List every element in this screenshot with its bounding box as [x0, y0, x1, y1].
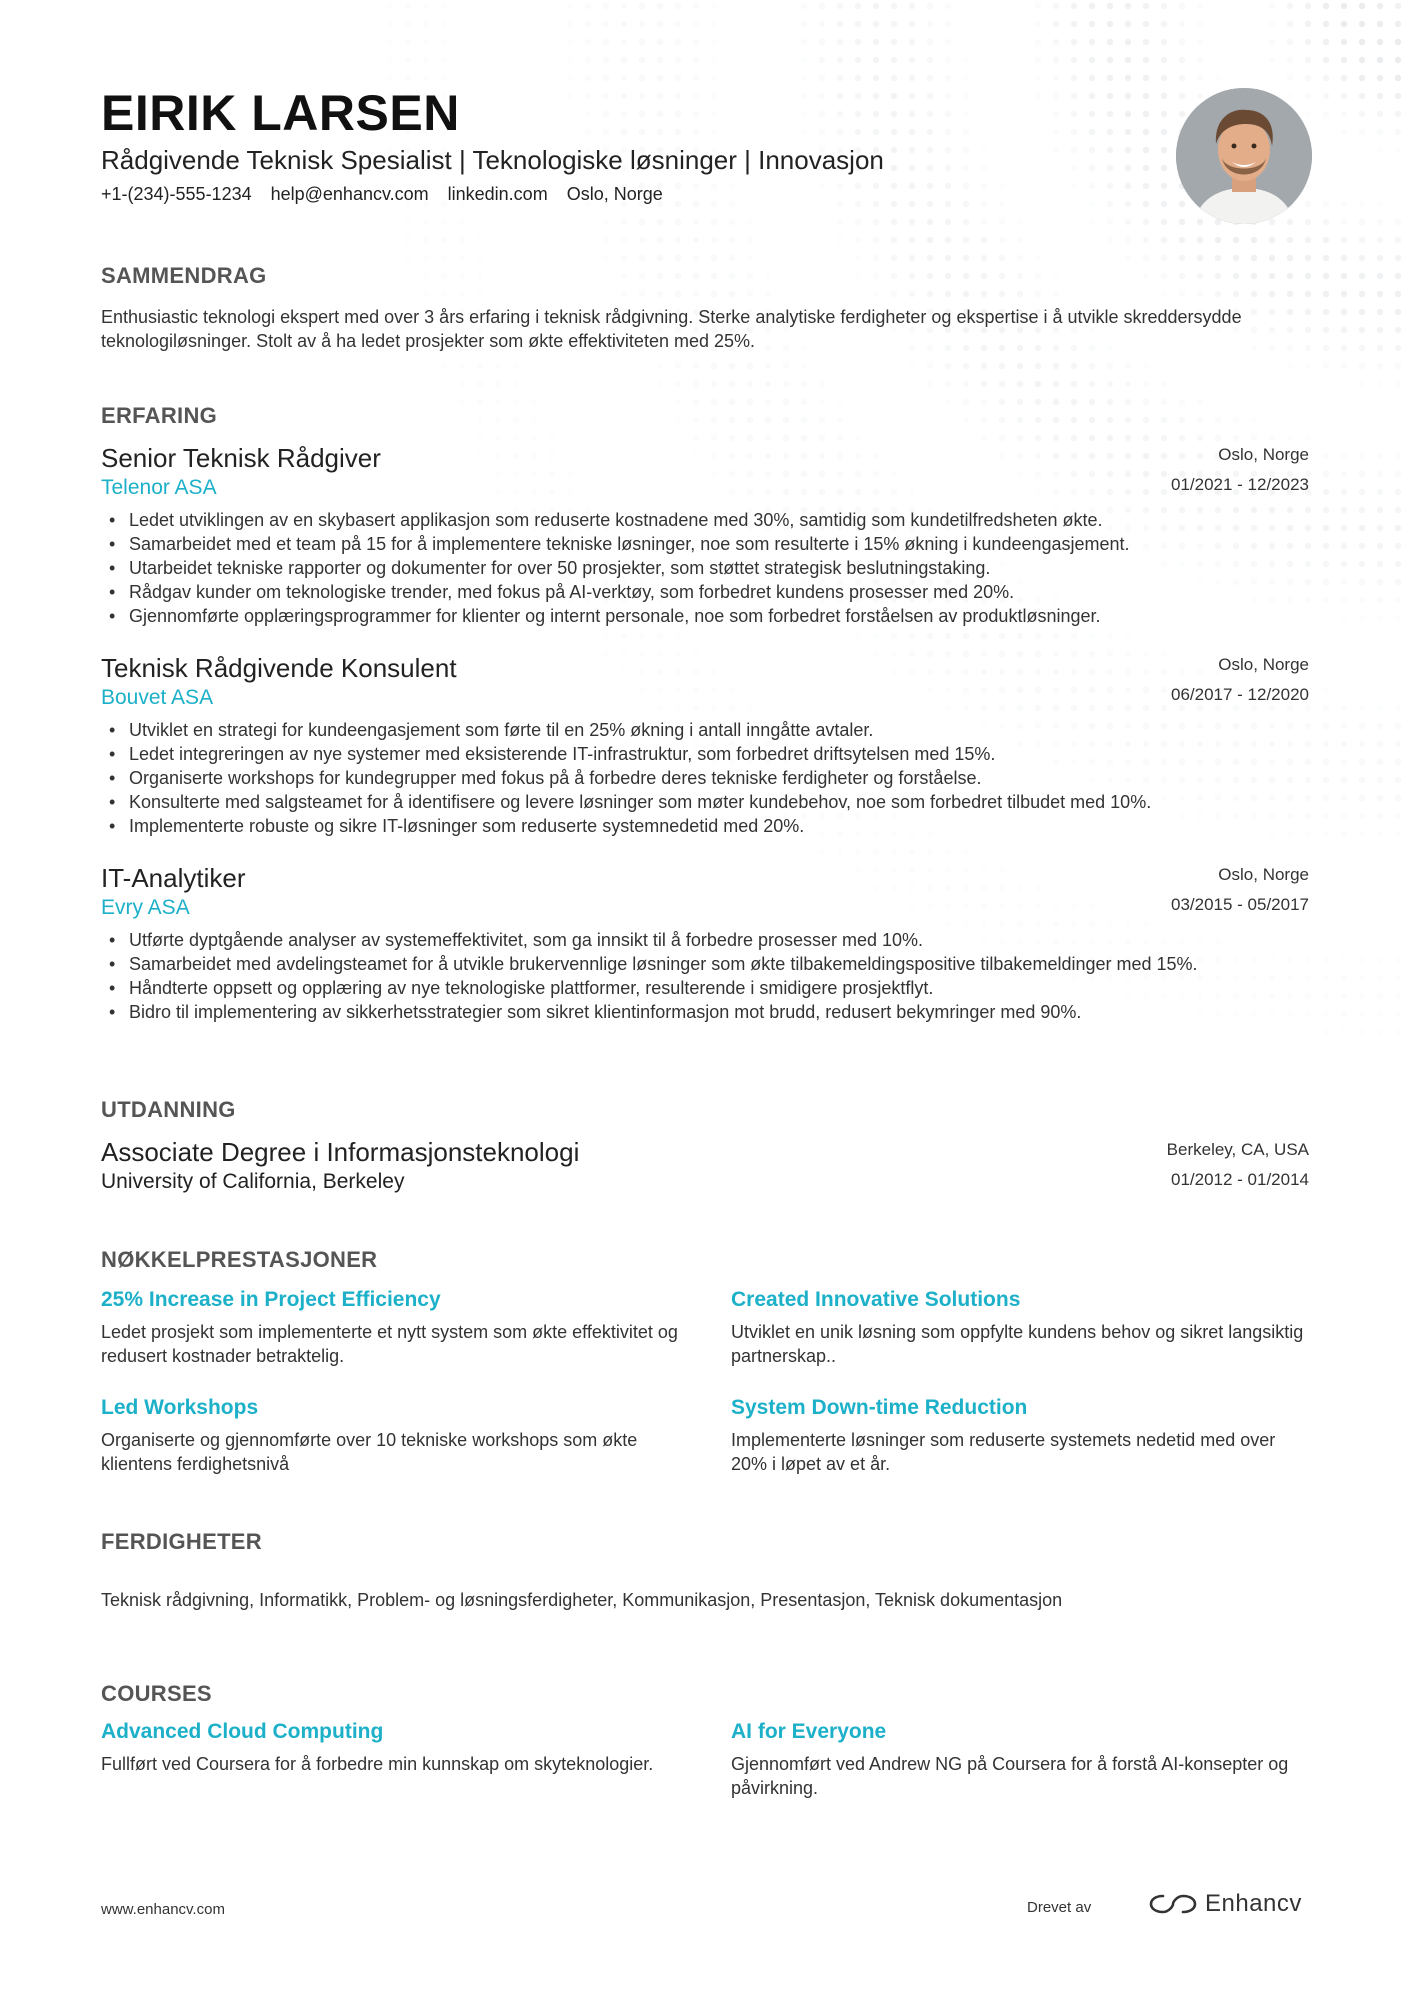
background-dot: [1341, 471, 1347, 477]
background-dot: [1323, 309, 1329, 315]
background-dot: [1377, 831, 1383, 837]
background-dot: [1323, 489, 1329, 495]
background-dot: [1359, 795, 1365, 801]
background-dot: [1395, 723, 1401, 729]
background-dot: [1341, 75, 1347, 81]
background-dot: [1323, 219, 1329, 225]
background-dot: [1359, 1011, 1365, 1017]
background-dot: [1323, 813, 1329, 819]
achievement-title: 25% Increase in Project Efficiency: [101, 1288, 441, 1311]
job-location: Oslo, Norge: [1218, 445, 1309, 464]
background-dot: [1377, 147, 1383, 153]
background-dot: [1359, 255, 1365, 261]
background-dot: [1341, 777, 1347, 783]
background-dot: [1359, 579, 1365, 585]
background-dot: [1395, 957, 1401, 963]
job-dates: 06/2017 - 12/2020: [1170, 685, 1309, 704]
achievement-desc: Organiserte og gjennomførte over 10 tekniske workshops som økte klientens ferdighetsnivå: [101, 1430, 638, 1474]
background-dot: [1359, 309, 1365, 315]
education-dates: 01/2012 - 01/2014: [1170, 1170, 1309, 1189]
section-title-skills: FERDIGHETER: [101, 1529, 262, 1554]
background-dot: [1377, 579, 1383, 585]
background-dot: [1395, 237, 1401, 243]
background-dot: [1341, 21, 1347, 27]
background-dot: [1377, 741, 1383, 747]
background-dot: [1323, 363, 1329, 369]
list-item: • Konsulterte med salgsteamet for å identifisere og levere løsninger som møter kundebehov, noe som forbedret tilbudet med 10%.: [101, 790, 1311, 814]
background-dot: [1359, 93, 1365, 99]
background-dot: [1341, 345, 1347, 351]
background-dot: [1377, 57, 1383, 63]
background-dot: [1395, 273, 1401, 279]
background-dot: [1323, 453, 1329, 459]
background-dot: [1359, 705, 1365, 711]
list-item: • Håndterte oppsett og opplæring av nye teknologiske plattformer, resulterende i smidigere prosjektflyt.: [101, 976, 1311, 1000]
section-title-education: UTDANNING: [101, 1097, 236, 1122]
background-dot: [1323, 723, 1329, 729]
phone-number: +1-(234)-555-1234: [101, 184, 252, 204]
background-dot: [1359, 615, 1365, 621]
background-dot: [1359, 489, 1365, 495]
background-dot: [1323, 273, 1329, 279]
background-dot: [1341, 111, 1347, 117]
course-desc: Gjennomført ved Andrew NG på Coursera for å forstå AI-konsepter og påvirkning.: [731, 1754, 1289, 1798]
background-dot: [1377, 3, 1383, 9]
background-dot: [1377, 219, 1383, 225]
background-dot: [1359, 327, 1365, 333]
list-item: • Samarbeidet med et team på 15 for å implementere tekniske løsninger, noe som resulterte i 15% økning i kundeengasjement.: [101, 532, 1311, 556]
background-dot: [1377, 1029, 1383, 1035]
background-dot: [1341, 597, 1347, 603]
achievement-title: Created Innovative Solutions: [731, 1288, 1021, 1311]
background-dot: [1377, 561, 1383, 567]
background-dot: [1341, 291, 1347, 297]
background-dot: [1323, 75, 1329, 81]
background-dot: [1377, 1011, 1383, 1017]
background-dot: [1359, 759, 1365, 765]
background-dot: [1377, 507, 1383, 513]
background-dot: [1359, 957, 1365, 963]
skills-text: Teknisk rådgivning, Informatikk, Problem- og løsningsferdigheter, Kommunikasjon, Presentasjon, Teknisk dokumentasjon: [101, 1590, 1063, 1610]
background-dot: [1341, 741, 1347, 747]
background-dot: [1359, 1029, 1365, 1035]
job-bullets: [101, 508, 1311, 628]
enhancv-brand: Enhancv: [1205, 1890, 1302, 1917]
background-dot: [1395, 39, 1401, 45]
job-location: Oslo, Norge: [1218, 655, 1309, 674]
background-dot: [1395, 507, 1401, 513]
background-dot: [1323, 21, 1329, 27]
enhancv-logo-icon: [1149, 1892, 1197, 1916]
job-company: Telenor ASA: [101, 476, 217, 499]
background-dot: [1341, 273, 1347, 279]
background-dot: [1395, 525, 1401, 531]
linkedin-link[interactable]: linkedin.com: [447, 184, 548, 204]
section-title-courses: COURSES: [101, 1681, 212, 1706]
background-dot: [1359, 831, 1365, 837]
background-dot: [1323, 543, 1329, 549]
background-dot: [1341, 507, 1347, 513]
background-dot: [1323, 345, 1329, 351]
background-dot: [1377, 777, 1383, 783]
background-dot: [1395, 111, 1401, 117]
background-dot: [1377, 489, 1383, 495]
job-title: Senior Teknisk Rådgiver: [101, 443, 381, 473]
background-dot: [1323, 957, 1329, 963]
background-dot: [1377, 381, 1383, 387]
background-dot: [1323, 291, 1329, 297]
background-dot: [1395, 543, 1401, 549]
background-dot: [1359, 57, 1365, 63]
background-dot: [1359, 381, 1365, 387]
background-dot: [1341, 813, 1347, 819]
section-title-summary: SAMMENDRAG: [101, 263, 267, 288]
list-item: • Samarbeidet med avdelingsteamet for å utvikle brukervennlige løsninger som økte tilbakemeldingspositive tilbakemeldinger med 15%.: [101, 952, 1311, 976]
background-dot: [1395, 489, 1401, 495]
background-dot: [1377, 75, 1383, 81]
background-dot: [1395, 381, 1401, 387]
background-dot: [1395, 777, 1401, 783]
list-item: • Ledet integreringen av nye systemer med eksisterende IT-infrastruktur, som forbedret driftsytelsen med 15%.: [101, 742, 1311, 766]
background-dot: [1395, 795, 1401, 801]
job-dates: 01/2021 - 12/2023: [1170, 475, 1309, 494]
course-title: Advanced Cloud Computing: [101, 1720, 384, 1743]
background-dot: [1377, 525, 1383, 531]
background-dot: [1341, 129, 1347, 135]
background-dot: [1395, 579, 1401, 585]
background-dot: [1323, 795, 1329, 801]
background-dot: [1359, 813, 1365, 819]
background-dot: [1323, 831, 1329, 837]
list-item: • Utviklet en strategi for kundeengasjement som førte til en 25% økning i antall inngåtte avtaler.: [101, 718, 1311, 742]
background-dot: [1341, 1011, 1347, 1017]
background-dot: [1359, 345, 1365, 351]
background-dot: [1341, 579, 1347, 585]
background-dot: [1323, 111, 1329, 117]
background-dot: [1395, 129, 1401, 135]
background-dot: [1359, 777, 1365, 783]
summary-text: Enthusiastic teknologi ekspert med over 3 års erfaring i teknisk rådgivning. Sterke analytiske ferdigheter og ekspertise i å utvikle skreddersydde teknologiløsninger. Stolt av å ha ledet prosjekter som økte effektiviteten med 25%.: [101, 307, 1242, 351]
background-dot: [1395, 993, 1401, 999]
background-dot: [1341, 957, 1347, 963]
background-dot: [1377, 327, 1383, 333]
background-dot: [1395, 345, 1401, 351]
job-location: Oslo, Norge: [1218, 865, 1309, 884]
background-dot: [1377, 21, 1383, 27]
background-dot: [1341, 219, 1347, 225]
background-dot: [1341, 57, 1347, 63]
background-dot: [1395, 21, 1401, 27]
candidate-name: EIRIK LARSEN: [101, 85, 460, 141]
education-location: Berkeley, CA, USA: [1166, 1140, 1309, 1159]
background-dot: [1359, 453, 1365, 459]
background-dot: [1395, 615, 1401, 621]
background-dot: [1323, 471, 1329, 477]
background-dot: [1323, 561, 1329, 567]
background-dot: [1359, 219, 1365, 225]
background-dot: [1359, 129, 1365, 135]
background-dot: [1359, 525, 1365, 531]
background-dot: [1395, 561, 1401, 567]
email-link[interactable]: help@enhancv.com: [270, 184, 429, 204]
background-dot: [1359, 237, 1365, 243]
course-title: AI for Everyone: [731, 1720, 887, 1743]
background-dot: [1395, 975, 1401, 981]
job-bullets: [101, 928, 1311, 1024]
background-dot: [1359, 975, 1365, 981]
achievement-title: Led Workshops: [101, 1396, 259, 1419]
background-dot: [1359, 543, 1365, 549]
background-dot: [1377, 39, 1383, 45]
background-dot: [1323, 255, 1329, 261]
background-dot: [1395, 3, 1401, 9]
job-dates: 03/2015 - 05/2017: [1170, 895, 1309, 914]
background-dot: [1323, 39, 1329, 45]
background-dot: [1323, 705, 1329, 711]
background-dot: [1341, 705, 1347, 711]
background-dot: [1377, 993, 1383, 999]
achievement-title: System Down-time Reduction: [731, 1396, 1028, 1419]
background-dot: [1377, 129, 1383, 135]
background-dot: [1323, 237, 1329, 243]
background-dot: [1377, 759, 1383, 765]
background-dot: [1395, 219, 1401, 225]
background-dot: [1377, 255, 1383, 261]
background-dot: [1395, 741, 1401, 747]
background-dot: [1377, 111, 1383, 117]
background-dot: [1323, 597, 1329, 603]
background-dot: [1341, 543, 1347, 549]
job-title: IT-Analytiker: [101, 863, 246, 893]
background-dot: [1323, 327, 1329, 333]
background-dot: [1377, 309, 1383, 315]
background-dot: [1359, 993, 1365, 999]
enhancv-logo[interactable]: [1149, 1890, 1302, 1918]
job-bullets: [101, 718, 1311, 838]
background-dot: [1395, 1029, 1401, 1035]
list-item: • Bidro til implementering av sikkerhetsstrategier som sikret klientinformasjon mot brudd, redusert bekymringer med 90%.: [101, 1000, 1311, 1024]
job-company: Bouvet ASA: [101, 686, 214, 709]
list-item: • Ledet utviklingen av en skybasert applikasjon som reduserte kostnadene med 30%, samtidig som kundetilfredsheten økte.: [101, 508, 1311, 532]
background-dot: [1377, 615, 1383, 621]
background-dot: [1341, 1029, 1347, 1035]
background-dot: [1341, 309, 1347, 315]
background-dot: [1341, 363, 1347, 369]
list-item: • Rådgav kunder om teknologiske trender, med fokus på AI-verktøy, som forbedret kundens prosesser med 20%.: [101, 580, 1311, 604]
background-dot: [1395, 363, 1401, 369]
achievement-desc: Utviklet en unik løsning som oppfylte kundens behov og sikret langsiktig partnerskap..: [731, 1322, 1304, 1366]
background-dot: [1377, 363, 1383, 369]
candidate-headline: Rådgivende Teknisk Spesialist | Teknologiske løsninger | Innovasjon: [101, 145, 884, 175]
list-item: • Organiserte workshops for kundegrupper med fokus på å forbedre deres tekniske ferdigheter og forståelse.: [101, 766, 1311, 790]
background-dot: [1341, 93, 1347, 99]
background-dot: [1359, 201, 1365, 207]
background-dot: [1323, 525, 1329, 531]
background-dot: [1341, 3, 1347, 9]
list-item: • Gjennomførte opplæringsprogrammer for klienter og internt personale, noe som forbedret forståelsen av produktløsninger.: [101, 604, 1311, 628]
background-dot: [1395, 831, 1401, 837]
background-dot: [1359, 111, 1365, 117]
background-dot: [1323, 759, 1329, 765]
background-dot: [1341, 525, 1347, 531]
background-dot: [1395, 813, 1401, 819]
background-dot: [1323, 3, 1329, 9]
contact-row: [101, 184, 682, 205]
background-dot: [1323, 1029, 1329, 1035]
background-dot: [1341, 327, 1347, 333]
background-dot: [1341, 39, 1347, 45]
background-dot: [1395, 57, 1401, 63]
background-dot: [1377, 975, 1383, 981]
background-dot: [1323, 993, 1329, 999]
background-dot: [1359, 21, 1365, 27]
background-dot: [1341, 993, 1347, 999]
background-dot: [1341, 759, 1347, 765]
background-dot: [1359, 723, 1365, 729]
education-degree: Associate Degree i Informasjonsteknologi: [101, 1137, 580, 1167]
background-dot: [1323, 741, 1329, 747]
background-dot: [1341, 237, 1347, 243]
background-dot: [1377, 723, 1383, 729]
background-dot: [1395, 453, 1401, 459]
background-dot: [1323, 57, 1329, 63]
background-dot: [1359, 39, 1365, 45]
background-dot: [1377, 705, 1383, 711]
background-dot: [1323, 687, 1329, 693]
background-dot: [1359, 561, 1365, 567]
background-dot: [1359, 363, 1365, 369]
background-dot: [1323, 1011, 1329, 1017]
background-dot: [1395, 471, 1401, 477]
background-dot: [1323, 579, 1329, 585]
list-item: • Implementerte robuste og sikre IT-løsninger som reduserte systemnedetid med 20%.: [101, 814, 1311, 838]
background-dot: [1395, 327, 1401, 333]
job-company: Evry ASA: [101, 896, 190, 919]
background-dot: [1359, 273, 1365, 279]
background-dot: [1395, 597, 1401, 603]
list-item: • Utarbeidet tekniske rapporter og dokumenter for over 50 prosjekter, som støttet strategisk beslutningstaking.: [101, 556, 1311, 580]
background-dot: [1323, 507, 1329, 513]
background-dot: [1377, 543, 1383, 549]
background-dot: [1359, 597, 1365, 603]
avatar-illustration: [1176, 88, 1312, 224]
background-dot: [1359, 3, 1365, 9]
background-dot: [1395, 93, 1401, 99]
background-dot: [1323, 975, 1329, 981]
background-dot: [1377, 795, 1383, 801]
background-dot: [1341, 201, 1347, 207]
background-dot: [1359, 75, 1365, 81]
background-dot: [1323, 201, 1329, 207]
course-desc: Fullført ved Coursera for å forbedre min kunnskap om skyteknologier.: [101, 1754, 654, 1774]
background-dot: [1377, 201, 1383, 207]
resume-page: [101, 0, 1309, 1995]
achievement-desc: Implementerte løsninger som reduserte systemets nedetid med over 20% i løpet av et år.: [731, 1430, 1276, 1474]
background-dot: [1341, 453, 1347, 459]
background-dot: [1395, 705, 1401, 711]
background-dot: [1395, 1011, 1401, 1017]
background-dot: [1341, 831, 1347, 837]
background-dot: [1377, 813, 1383, 819]
background-dot: [1377, 93, 1383, 99]
job-title: Teknisk Rådgivende Konsulent: [101, 653, 457, 683]
background-dot: [1395, 147, 1401, 153]
avatar: [1176, 88, 1312, 224]
background-dot: [1359, 471, 1365, 477]
list-item: • Utførte dyptgående analyser av systemeffektivitet, som ga innsikt til å forbedre prosesser med 10%.: [101, 928, 1311, 952]
background-dot: [1377, 273, 1383, 279]
background-dot: [1395, 759, 1401, 765]
education-school: University of California, Berkeley: [101, 1170, 405, 1193]
footer-url[interactable]: www.enhancv.com: [101, 1901, 225, 1918]
section-title-experience: ERFARING: [101, 403, 218, 428]
background-dot: [1359, 741, 1365, 747]
background-dot: [1395, 291, 1401, 297]
background-dot: [1341, 723, 1347, 729]
background-dot: [1377, 345, 1383, 351]
background-dot: [1377, 957, 1383, 963]
background-dot: [1377, 291, 1383, 297]
location-text: Oslo, Norge: [566, 184, 663, 204]
background-dot: [1359, 507, 1365, 513]
background-dot: [1377, 597, 1383, 603]
footer-powered-by: Drevet av: [1027, 1899, 1092, 1916]
background-dot: [1323, 777, 1329, 783]
background-dot: [1341, 489, 1347, 495]
achievement-desc: Ledet prosjekt som implementerte et nytt system som økte effektivitet og redusert kostnader betraktelig.: [101, 1322, 678, 1366]
background-dot: [1395, 309, 1401, 315]
background-dot: [1395, 255, 1401, 261]
background-dot: [1341, 255, 1347, 261]
background-dot: [1341, 975, 1347, 981]
background-dot: [1341, 795, 1347, 801]
section-title-achievements: NØKKELPRESTASJONER: [101, 1247, 378, 1272]
background-dot: [1341, 615, 1347, 621]
background-dot: [1377, 453, 1383, 459]
background-dot: [1395, 75, 1401, 81]
background-dot: [1323, 93, 1329, 99]
background-dot: [1341, 561, 1347, 567]
background-dot: [1377, 237, 1383, 243]
background-dot: [1377, 471, 1383, 477]
background-dot: [1359, 291, 1365, 297]
